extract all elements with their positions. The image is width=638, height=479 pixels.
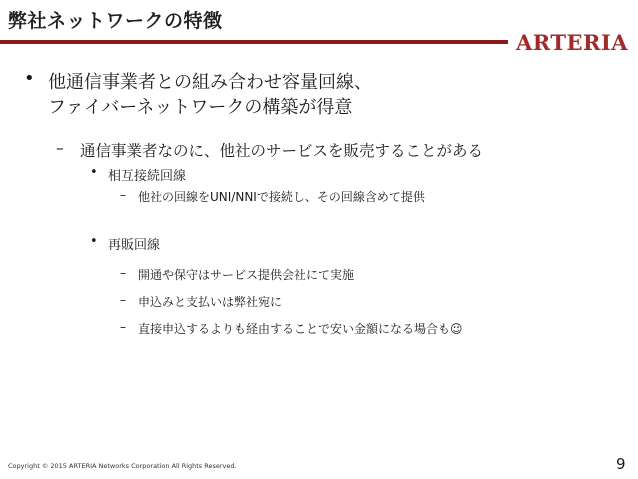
item-heading-interconnect: 相互接続回線	[108, 169, 187, 184]
page-title: 弊社ネットワークの特徴	[8, 10, 223, 32]
dash-icon: –	[120, 320, 126, 334]
bullet-icon: •	[90, 165, 98, 180]
main-point-line-1: 他通信事業者との組み合わせ容量回線、	[48, 72, 372, 93]
dash-icon: –	[56, 139, 64, 157]
list-item: 申込みと支払いは弊社宛に	[138, 295, 283, 309]
list-item: 他社の回線をUNI/NNIで接続し、その回線含めて提供	[138, 190, 425, 204]
sub-point: 通信事業者なのに、他社のサービスを販売することがある	[80, 142, 484, 160]
main-point-line-2: ファイバーネットワークの構築が得意	[48, 97, 353, 118]
dash-icon: –	[120, 266, 126, 280]
page-number: 9	[616, 455, 626, 473]
item-heading-resale: 再販回線	[108, 238, 161, 253]
dash-icon: –	[120, 293, 126, 307]
bullet-icon: •	[90, 234, 98, 249]
copyright-notice: Copyright © 2015 ARTERIA Networks Corporation All Rights Reserved.	[8, 462, 237, 470]
bullet-icon: •	[24, 68, 35, 89]
dash-icon: –	[120, 188, 126, 202]
list-item: 直接申込するよりも経由することで安い金額になる場合も☺	[138, 322, 463, 336]
company-logo: ARTERIA	[516, 30, 629, 55]
header-divider	[0, 40, 508, 44]
list-item: 開通や保守はサービス提供会社にて実施	[138, 268, 355, 282]
